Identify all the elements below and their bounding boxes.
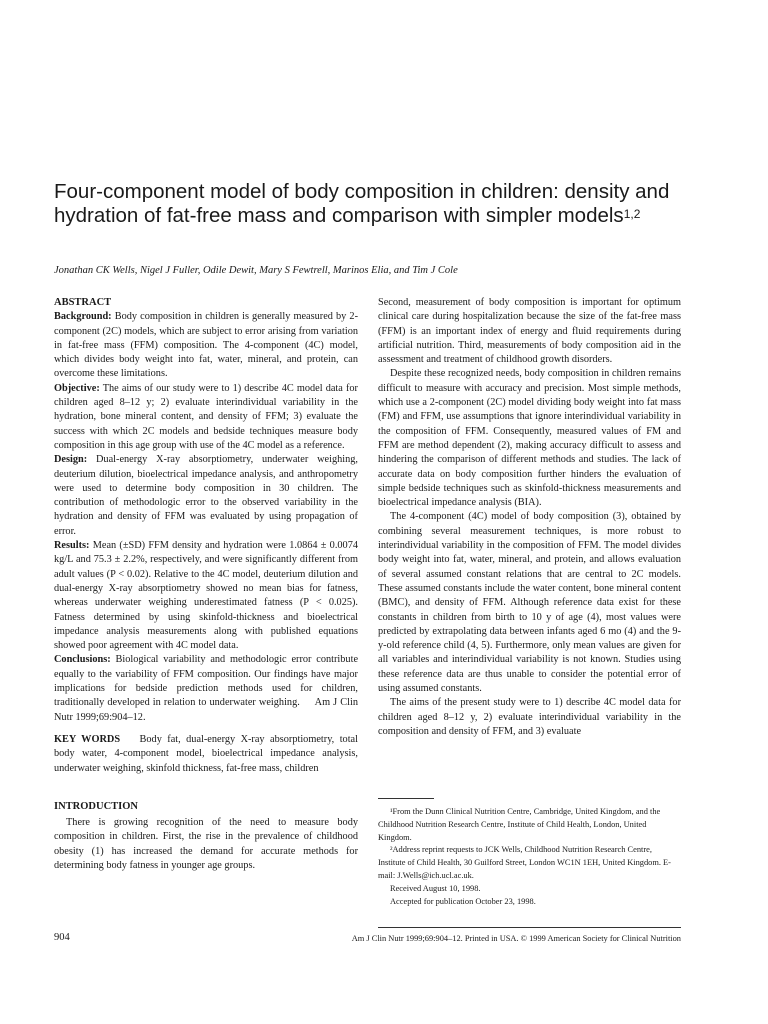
right-column <box>378 296 681 739</box>
abstract-results <box>54 539 358 653</box>
intro-paragraph-1-continued: Second, measurement of body composition is important for optimum clinical care during hospitalization because the size of the fat-free mass (FFM) is an important index of energy and fluid requirements during artificial nutrition. Third, measurements of body composition aid in the assessment and treatment of childhood growth disorders. <box>378 297 681 366</box>
abstract-background <box>54 310 358 381</box>
author-list: Jonathan CK Wells, Nigel J Fuller, Odile Dewit, Mary S Fewtrell, Marinos Elia, and Tim J Cole <box>54 265 458 276</box>
article-title-text: Four-component model of body composition in children: density and hydration of fat-free mass and comparison with simpler models <box>54 180 670 227</box>
left-column <box>54 296 358 873</box>
footnote-2: ²Address reprint requests to JCK Wells, Childhood Nutrition Research Centre, Institute of Child Health, 30 Guilford Street, London WC1N 1EH, United Kingdom. E-mail: J.Wells@ich.ucl.ac.uk. <box>378 845 671 880</box>
conclusions-label: Conclusions: <box>54 654 111 666</box>
key-words-text: Body fat, dual-energy X-ray absorptiometry, total body water, 4-component model, bioelectrical impedance analysis, underwater weighing, skinfold thickness, fat-free mass, children <box>54 733 358 774</box>
design-label: Design: <box>54 454 88 466</box>
article-title <box>54 180 694 228</box>
abstract-citation: Am J Clin Nutr 1999;69:904–12. <box>54 697 359 723</box>
page-number: 904 <box>54 932 70 943</box>
background-label: Background: <box>54 311 112 323</box>
intro-paragraph-3: The 4-component (4C) model of body composition (3), obtained by combining several measurement techniques, is more robust to interindividual variability in the composition of FFM. The model divides body weight into fat, water, mineral, and protein, and allows evaluation of several assumed constant relations that are central to 2C models. These assumed constants include the water content, bone mineral content (BMC), and density of FFM. Although reference data exist for these constants in children from birth to 10 y of age (4), most values were predicted by extrapolating data between infants aged 6 mo (4) and the 9-y-old reference child (4, 5). Furthermore, only mean values are given for all variables and interindividual variability is not known. Studies using these reference data are thus unable to consider the potential error of using assumed constants. <box>378 511 681 695</box>
journal-footer: Am J Clin Nutr 1999;69:904–12. Printed in USA. © 1999 American Society for Clinical Nutrition <box>351 934 681 943</box>
results-text: Mean (±SD) FFM density and hydration were 1.0864 ± 0.0074 kg/L and 75.3 ± 2.2%, respectively, and were significantly different from adult values (P < 0.02). Relative to the 4C model, deuterium dilution and dual-energy X-ray absorptiometry showed no mean bias for fatness, whereas underwater weighing underestimated fatness (P < 0.025). Fatness determined by using skinfold-thickness and bioelectrical impedance analysis measurements along with published equations showed poor agreement with 4C model data. <box>54 540 358 652</box>
objective-text: The aims of our study were to 1) describe 4C model data for children aged 8–12 y; 2) evaluate interindividual variability in the hydration, bone mineral content, and density of FFM; 3) evaluate the success with which 2C models and bedside techniques measure body composition in this age group with use of the 4C model as a reference. <box>54 382 358 451</box>
abstract-objective <box>54 382 358 453</box>
footnote-1: ¹From the Dunn Clinical Nutrition Centre, Cambridge, United Kingdom, and the Childhood Nutrition Research Centre, Institute of Child Health, London, United Kingdom. <box>378 807 661 842</box>
abstract-heading: ABSTRACT <box>54 297 112 308</box>
intro-paragraph-4: The aims of the present study were to 1) describe 4C model data for children aged 8–12 y, 2) evaluate interindividual variability in the composition and density of FFM, and 3) evaluate <box>378 697 681 737</box>
conclusions-text: Biological variability and methodologic error contribute equally to the variability of FFM composition. Our findings have major implications for bedside prediction methods used for children, traditionally developed in relation to underwater weighing. <box>54 654 359 709</box>
results-label: Results: <box>54 540 90 552</box>
footnote-divider <box>378 798 434 799</box>
intro-paragraph-2: Despite these recognized needs, body composition in children remains difficult to measure with accuracy and precision. Most simple methods, which use a 2-component (2C) model dividing body weight into fat mass (FM) and FFM, use assumptions that ignore interindividual variability in the composition of FFM. Consequently, measured values of FM and FFM are method dependent (2), making accuracy difficult to assess and hindering the comparison of different methods and studies. The lack of accurate data on body composition further hinders the evaluation of simple bedside techniques such as skinfold-thickness measurements and bioelectrical impedance analysis (BIA). <box>378 368 681 509</box>
received-date: Received August 10, 1998. <box>390 883 481 893</box>
intro-paragraph-1: There is growing recognition of the need to measure body composition in children. First, the rise in the prevalence of childhood obesity (1) has increased the demand for accurate methods for determining body fatness in younger age groups. <box>54 817 358 871</box>
key-words-label: KEY WORDS <box>54 733 121 745</box>
abstract-conclusions <box>54 653 358 724</box>
abstract-design <box>54 453 358 539</box>
accepted-date: Accepted for publication October 23, 1998. <box>390 896 536 906</box>
design-text: Dual-energy X-ray absorptiometry, underwater weighing, deuterium dilution, bioelectrical impedance analysis, and anthropometry were used to determine body composition in 30 children. The contribution of methodologic error to the observed variability in the hydration and density of FFM was evaluated by using propagation of error. <box>54 454 358 537</box>
footer-divider <box>378 927 681 928</box>
key-words <box>54 733 358 776</box>
title-footnote-marker: 1,2 <box>623 207 641 221</box>
introduction-heading: INTRODUCTION <box>54 800 139 812</box>
objective-label: Objective: <box>54 382 100 394</box>
footnotes <box>378 806 681 908</box>
background-text: Body composition in children is generally measured by 2-component (2C) models, which are subject to error arising from variation in fat-free mass (FFM) composition. The 4-component (4C) model, which divides body weight into fat, water, mineral, and protein, can overcome these limitations. <box>54 311 358 380</box>
